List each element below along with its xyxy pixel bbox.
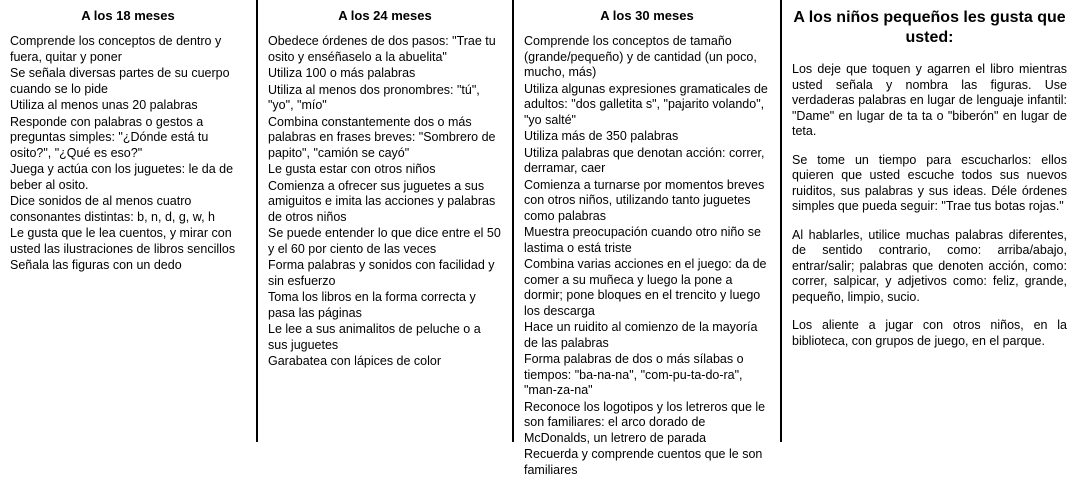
- list-item: Recuerda y comprende cuentos que le son familiares: [524, 447, 763, 477]
- list-item: Garabatea con lápices de color: [268, 354, 442, 368]
- list-item: Juega y actúa con los juguetes: le da de beber al osito.: [10, 162, 234, 192]
- column-tips-title: A los niños pequeños les gusta que usted:: [793, 9, 1066, 46]
- list-item: Combina varias acciones en el juego: da de comer a su muñeca y luego la pone a dormir; pone bloques en el trencito y luego los descarga: [524, 257, 767, 318]
- column-24-months-list: [268, 34, 502, 370]
- tips-paragraph: Los aliente a jugar con otros niños, en la biblioteca, con grupos de juego, en el parque.: [792, 318, 1067, 348]
- column-30-months-list: [524, 34, 770, 478]
- list-item: Utiliza 100 o más palabras: [268, 66, 416, 80]
- list-item: Le gusta estar con otros niños: [268, 162, 436, 176]
- list-item: Se señala diversas partes de su cuerpo cuando se lo pide: [10, 66, 230, 96]
- list-item: Reconoce los logotipos y los letreros que le son familiares: el arco dorado de McDonalds, un letrero de parada: [524, 399, 766, 445]
- list-item: Obedece órdenes de dos pasos: "Trae tu osito y enséñaselo a la abuelita": [268, 34, 496, 64]
- list-item: Utiliza palabras que denotan acción: correr, derramar, caer: [524, 145, 765, 175]
- tips-paragraph: Se tome un tiempo para escucharlos: ellos quieren que usted escuche todos sus nuevos ruiditos, sus palabras y sus ideas. Déle órdenes simples que pueda seguir: "Trae tus botas rojas.": [792, 152, 1067, 213]
- list-item: Le lee a sus animalitos de peluche o a sus juguetes: [268, 322, 481, 352]
- list-item: Utiliza algunas expresiones gramaticales de adultos: "dos galletita s", "pajarito volando", "yo salté": [524, 81, 768, 127]
- column-24-months-title: A los 24 meses: [338, 8, 432, 23]
- list-item: Le gusta que le lea cuentos, y mirar con usted las ilustraciones de libros sencillos: [10, 226, 236, 256]
- column-18-months-title: A los 18 meses: [81, 8, 175, 23]
- list-item: Hace un ruidito al comienzo de la mayoría de las palabras: [524, 320, 758, 350]
- list-item: Comienza a ofrecer sus juguetes a sus amiguitos e imita las acciones y palabras de otros niños: [268, 178, 496, 224]
- list-item: Utiliza más de 350 palabras: [524, 129, 679, 143]
- list-item: Forma palabras y sonidos con facilidad y sin esfuerzo: [268, 258, 495, 288]
- list-item: Utiliza al menos dos pronombres: "tú", "yo", "mío": [268, 82, 480, 112]
- list-item: Muestra preocupación cuando otro niño se lastima o está triste: [524, 225, 761, 255]
- column-18-months-list: [10, 34, 246, 274]
- list-item: Responde con palabras o gestos a preguntas simples: "¿Dónde está tu osito?", "¿Qué es eso?": [10, 114, 209, 160]
- list-item: Forma palabras de dos o más sílabas o tiempos: "ba-na-na", "com-pu-ta-do-ra", "man-za-na": [524, 352, 744, 397]
- list-item: Dice sonidos de al menos cuatro consonantes distintas: b, n, d, g, w, h: [10, 194, 215, 224]
- list-item: Toma los libros en la forma correcta y pasa las páginas: [268, 290, 476, 320]
- column-tips: [782, 0, 1077, 442]
- column-30-months: [514, 0, 782, 477]
- list-item: Utiliza al menos unas 20 palabras: [10, 98, 198, 112]
- list-item: Se puede entender lo que dice entre el 50 y el 60 por ciento de las veces: [268, 226, 501, 256]
- column-18-months: [0, 0, 258, 442]
- column-30-months-title: A los 30 meses: [600, 8, 694, 23]
- tips-paragraph: Los deje que toquen y agarren el libro mientras usted señala y nombra las figuras. Use verdaderas palabras en lugar de lenguaje infantil: "Dame" en lugar de ta ta o "biberón" en lugar de teta.: [792, 62, 1067, 138]
- list-item: Señala las figuras con un dedo: [10, 258, 182, 272]
- column-24-months: [258, 0, 514, 442]
- list-item: Comprende los conceptos de tamaño (grande/pequeño) y de cantidad (un poco, mucho, más): [524, 34, 757, 79]
- list-item: Comprende los conceptos de dentro y fuera, quitar y poner: [10, 34, 222, 64]
- list-item: Comienza a turnarse por momentos breves con otros niños, utilizando tanto juguetes como palabras: [524, 177, 765, 223]
- tips-paragraph: Al hablarles, utilice muchas palabras diferentes, de sentido contrario, como: arriba/abajo, entrar/salir; palabras que denoten acción, como: correr, salpicar, y adjetivos como: feliz, grande, pequeño, limpio, sucio.: [792, 227, 1067, 304]
- list-item: Combina constantemente dos o más palabras en frases breves: "Sombrero de papito", "camión se cayó": [268, 114, 496, 160]
